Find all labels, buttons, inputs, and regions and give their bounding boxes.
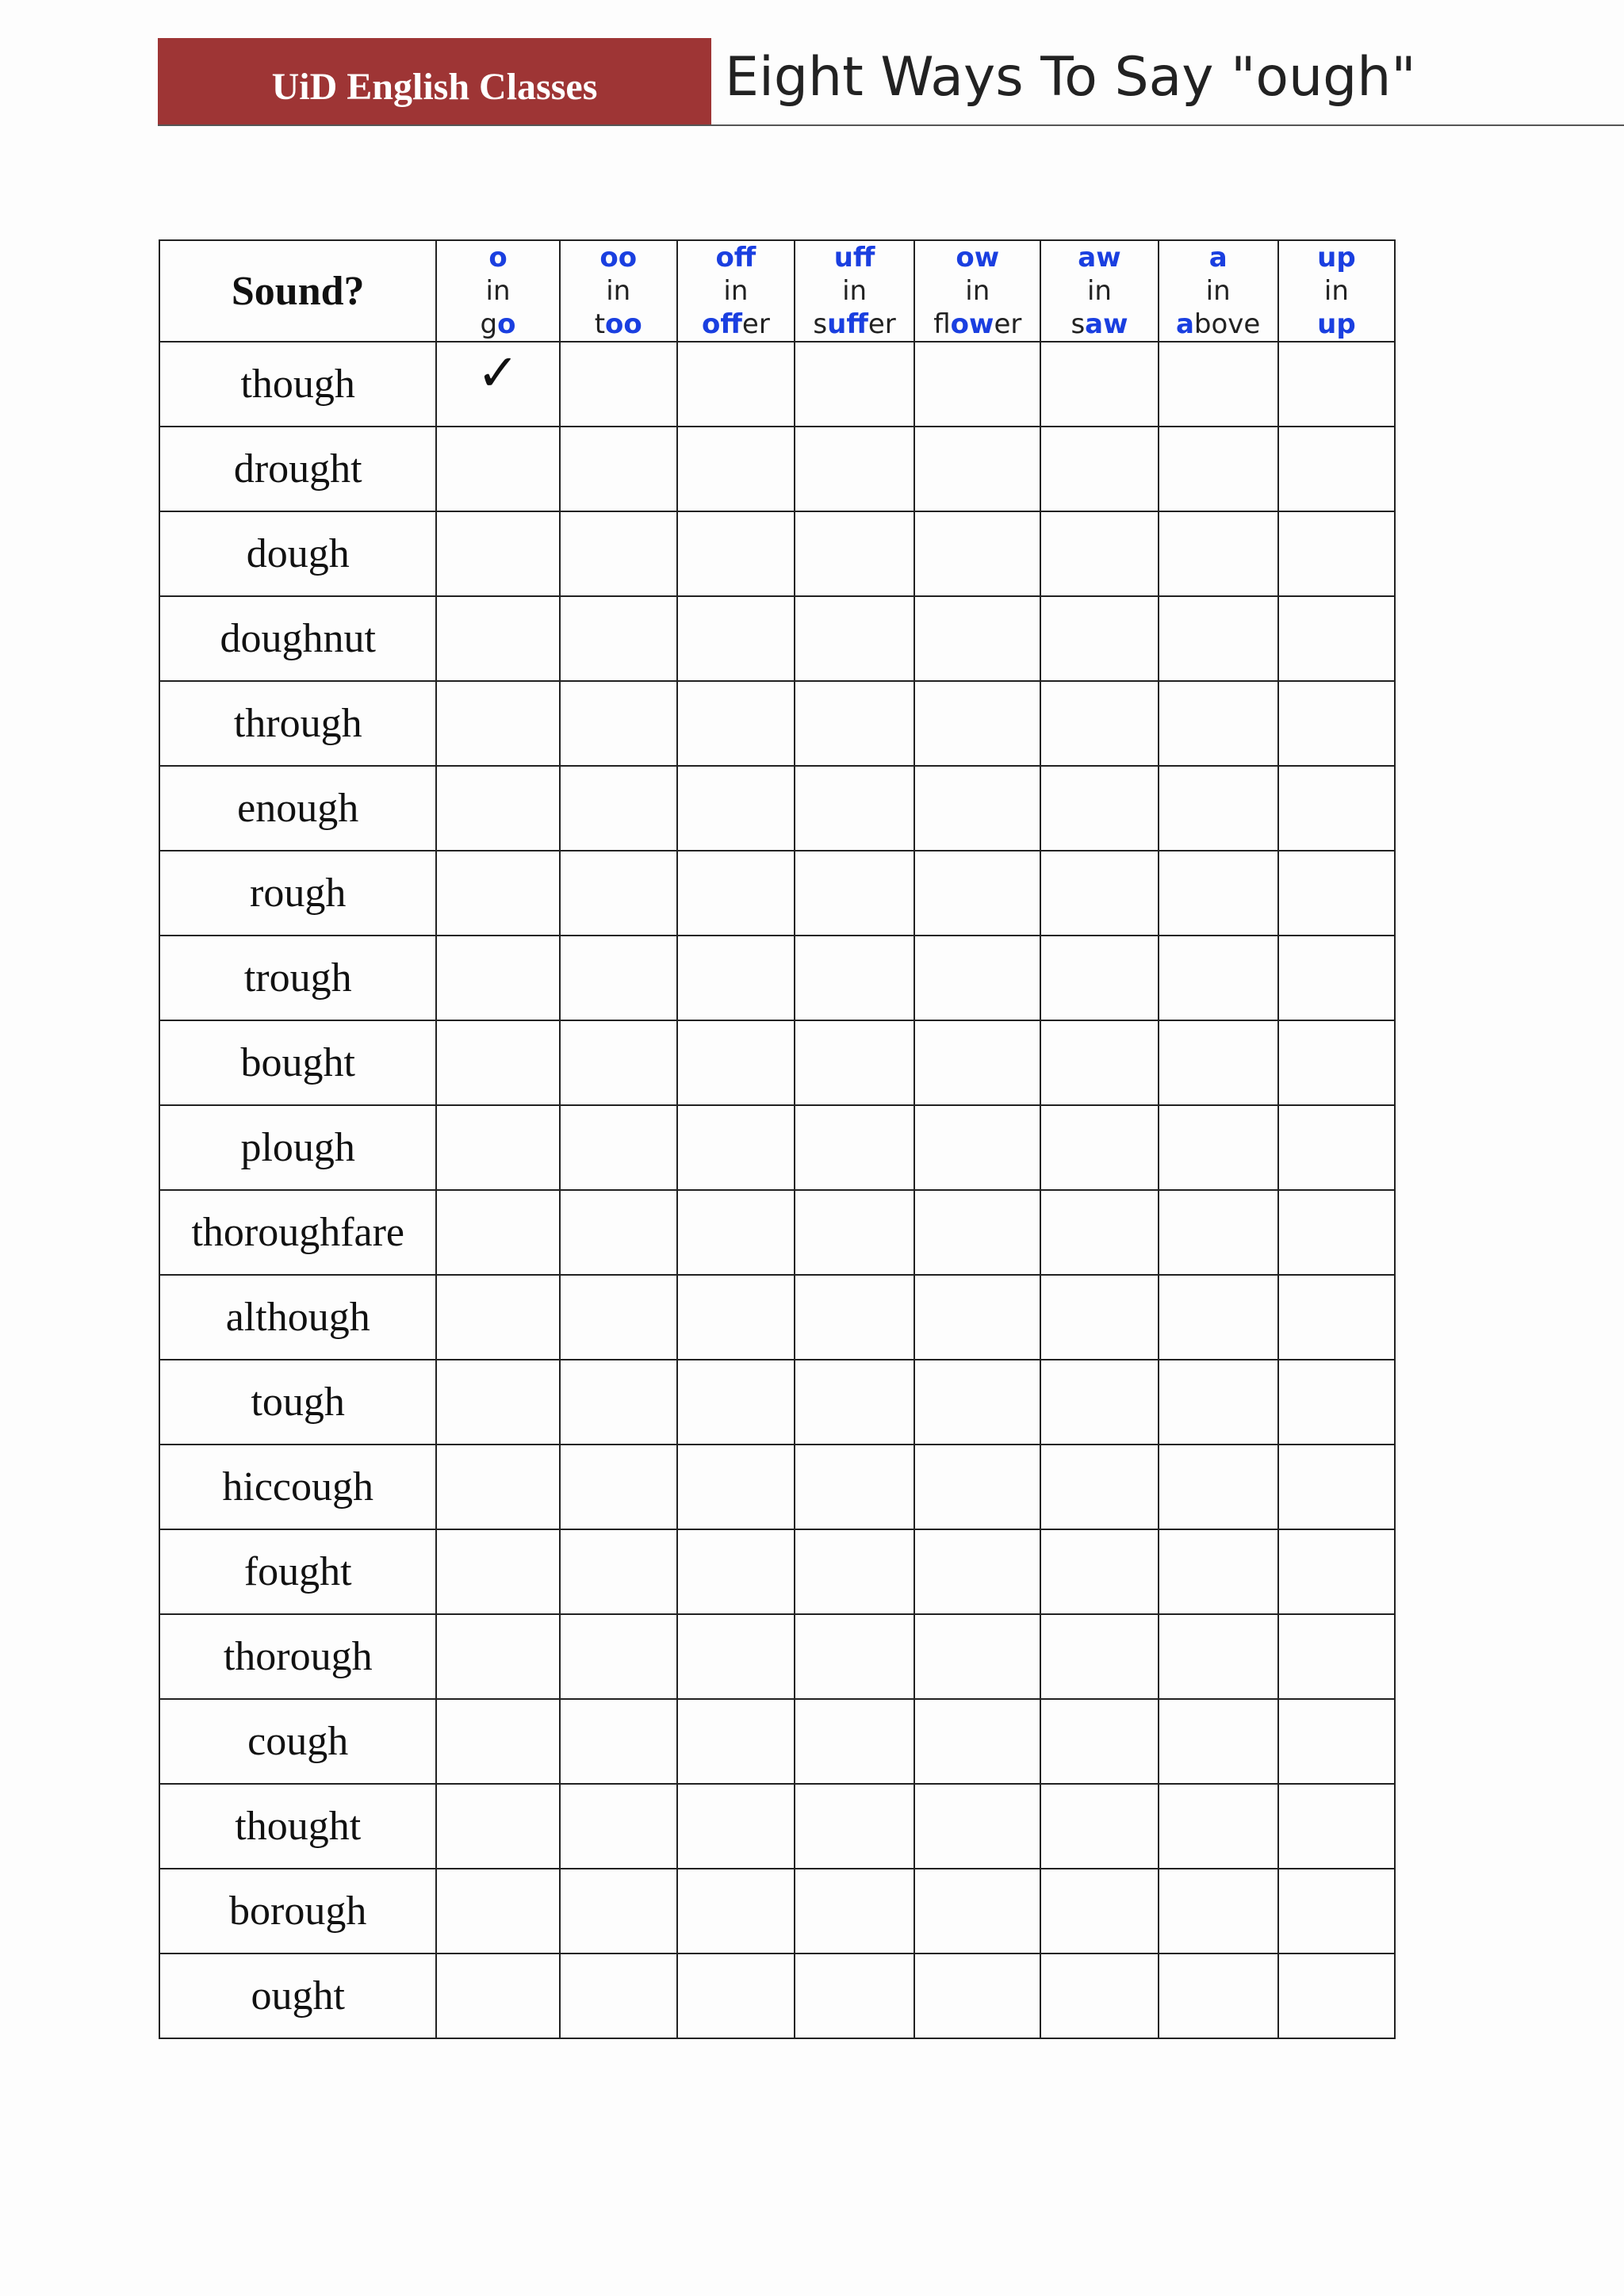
answer-cell[interactable] [677, 1784, 795, 1869]
answer-cell[interactable] [436, 1869, 559, 1954]
example-part: t [594, 308, 606, 340]
answer-cell[interactable] [795, 427, 914, 511]
answer-cell[interactable] [1278, 596, 1395, 681]
answer-cell[interactable] [795, 1784, 914, 1869]
answer-cell[interactable] [560, 1275, 677, 1360]
answer-cell[interactable] [795, 1105, 914, 1190]
table-row [159, 427, 1395, 511]
answer-cell[interactable] [560, 596, 677, 681]
answer-cell[interactable] [795, 596, 914, 681]
table-row [159, 342, 1395, 427]
answer-cell[interactable] [436, 1190, 559, 1275]
example-highlight: up [1317, 308, 1356, 340]
answer-cell[interactable] [1278, 1105, 1395, 1190]
answer-cell[interactable] [914, 1699, 1040, 1784]
answer-cell[interactable] [795, 1869, 914, 1954]
answer-cell[interactable] [436, 1699, 559, 1784]
word-cell: ought [159, 1954, 436, 2038]
answer-cell[interactable] [795, 511, 914, 596]
answer-cell[interactable] [560, 851, 677, 936]
answer-cell[interactable] [1159, 596, 1278, 681]
answer-cell[interactable] [436, 342, 559, 427]
answer-cell[interactable] [1159, 511, 1278, 596]
answer-cell[interactable] [1278, 511, 1395, 596]
answer-cell[interactable] [1040, 1020, 1158, 1105]
answer-cell[interactable] [677, 1360, 795, 1445]
answer-cell[interactable] [914, 851, 1040, 936]
answer-cell[interactable] [677, 342, 795, 427]
answer-cell[interactable] [436, 681, 559, 766]
table-row [159, 766, 1395, 851]
answer-cell[interactable] [795, 1954, 914, 2038]
answer-cell[interactable] [914, 1105, 1040, 1190]
in-label: in [723, 275, 749, 307]
answer-cell[interactable] [436, 1360, 559, 1445]
answer-cell[interactable] [795, 1360, 914, 1445]
answer-cell[interactable] [677, 427, 795, 511]
sound-column-header-aw [1040, 240, 1158, 342]
in-label: in [485, 275, 511, 307]
word-cell: through [159, 681, 436, 766]
sound-column-header-off [677, 240, 795, 342]
answer-cell[interactable] [1040, 1614, 1158, 1699]
answer-cell[interactable] [914, 1360, 1040, 1445]
answer-cell[interactable] [795, 851, 914, 936]
answer-cell[interactable] [560, 342, 677, 427]
answer-cell[interactable] [1278, 1699, 1395, 1784]
answer-cell[interactable] [1159, 1190, 1278, 1275]
word-cell: though [159, 342, 436, 427]
answer-cell[interactable] [1040, 511, 1158, 596]
sound-corner-label: Sound? [159, 240, 436, 342]
answer-cell[interactable] [560, 1699, 677, 1784]
example-word [795, 308, 914, 341]
answer-cell[interactable] [1159, 342, 1278, 427]
answer-cell[interactable] [1159, 1784, 1278, 1869]
table-row [159, 851, 1395, 936]
example-part: g [480, 308, 498, 340]
answer-cell[interactable] [795, 1529, 914, 1614]
answer-cell[interactable] [914, 342, 1040, 427]
answer-cell[interactable] [1278, 1020, 1395, 1105]
checkmark-icon: ✓ [477, 343, 519, 403]
answer-cell[interactable] [436, 1020, 559, 1105]
answer-cell[interactable] [1278, 1445, 1395, 1529]
answer-cell[interactable] [677, 1699, 795, 1784]
answer-cell[interactable] [1159, 1445, 1278, 1529]
sound-column-header-up [1278, 240, 1395, 342]
example-part: er [994, 308, 1022, 340]
answer-cell[interactable] [677, 1275, 795, 1360]
word-cell: rough [159, 851, 436, 936]
ough-sound-table [159, 239, 1396, 2039]
answer-cell[interactable] [560, 1529, 677, 1614]
answer-cell[interactable] [677, 766, 795, 851]
answer-cell[interactable] [560, 511, 677, 596]
answer-cell[interactable] [1159, 766, 1278, 851]
answer-cell[interactable] [1159, 1105, 1278, 1190]
answer-cell[interactable] [436, 1954, 559, 2038]
example-highlight: aw [1085, 308, 1128, 340]
page-title: Eight Ways To Say "ough" [725, 46, 1416, 109]
word-cell: trough [159, 936, 436, 1020]
table-row [159, 1105, 1395, 1190]
example-word [915, 308, 1040, 341]
answer-cell[interactable] [795, 1699, 914, 1784]
sound-label: aw [1078, 242, 1121, 274]
example-part: s [813, 308, 828, 340]
example-highlight: oo [605, 308, 642, 340]
example-highlight: off [702, 308, 742, 340]
table-row [159, 1954, 1395, 2038]
header-divider [158, 124, 1624, 126]
answer-cell[interactable] [677, 1954, 795, 2038]
answer-cell[interactable] [1040, 1954, 1158, 2038]
answer-cell[interactable] [1278, 342, 1395, 427]
answer-cell[interactable] [914, 681, 1040, 766]
word-cell: drought [159, 427, 436, 511]
answer-cell[interactable] [560, 766, 677, 851]
answer-cell[interactable] [436, 596, 559, 681]
table-row [159, 936, 1395, 1020]
answer-cell[interactable] [1278, 681, 1395, 766]
answer-cell[interactable] [795, 1614, 914, 1699]
answer-cell[interactable] [1040, 1275, 1158, 1360]
table-row [159, 1020, 1395, 1105]
word-cell: hiccough [159, 1445, 436, 1529]
example-part: bove [1193, 308, 1261, 340]
answer-cell[interactable] [1159, 1699, 1278, 1784]
example-word [561, 308, 676, 341]
example-word [1159, 308, 1277, 341]
answer-cell[interactable] [436, 1105, 559, 1190]
answer-cell[interactable] [1278, 427, 1395, 511]
answer-cell[interactable] [914, 1020, 1040, 1105]
table-row [159, 1190, 1395, 1275]
answer-cell[interactable] [1040, 1699, 1158, 1784]
answer-cell[interactable] [436, 1529, 559, 1614]
example-word [437, 308, 558, 341]
word-cell: doughnut [159, 596, 436, 681]
answer-cell[interactable] [914, 427, 1040, 511]
answer-cell[interactable] [1278, 1275, 1395, 1360]
table-row [159, 1784, 1395, 1869]
word-cell: fought [159, 1529, 436, 1614]
answer-cell[interactable] [1040, 1784, 1158, 1869]
answer-cell[interactable] [560, 1445, 677, 1529]
answer-cell[interactable] [1040, 427, 1158, 511]
answer-cell[interactable] [795, 1020, 914, 1105]
in-label: in [965, 275, 990, 307]
sound-label: ow [956, 242, 1000, 274]
answer-cell[interactable] [914, 596, 1040, 681]
word-cell: cough [159, 1699, 436, 1784]
answer-cell[interactable] [914, 1275, 1040, 1360]
example-highlight: a [1175, 308, 1194, 340]
answer-cell[interactable] [436, 511, 559, 596]
table-row [159, 681, 1395, 766]
answer-cell[interactable] [1159, 851, 1278, 936]
answer-cell[interactable] [1040, 596, 1158, 681]
answer-cell[interactable] [1159, 1869, 1278, 1954]
answer-cell[interactable] [560, 1784, 677, 1869]
answer-cell[interactable] [1278, 936, 1395, 1020]
answer-cell[interactable] [795, 681, 914, 766]
table-row [159, 1360, 1395, 1445]
sound-column-header-uff [795, 240, 914, 342]
answer-cell[interactable] [560, 1105, 677, 1190]
answer-cell[interactable] [560, 1190, 677, 1275]
answer-cell[interactable] [1040, 1869, 1158, 1954]
sound-label: uff [833, 242, 875, 274]
answer-cell[interactable] [1159, 936, 1278, 1020]
in-label: in [1323, 275, 1349, 307]
answer-cell[interactable] [560, 1020, 677, 1105]
answer-cell[interactable] [1040, 1105, 1158, 1190]
answer-cell[interactable] [560, 936, 677, 1020]
answer-cell[interactable] [560, 1954, 677, 2038]
answer-cell[interactable] [436, 427, 559, 511]
sound-label: off [715, 242, 756, 274]
answer-cell[interactable] [677, 851, 795, 936]
sound-label: up [1317, 242, 1356, 274]
answer-cell[interactable] [436, 851, 559, 936]
answer-cell[interactable] [914, 1869, 1040, 1954]
answer-cell[interactable] [1040, 1360, 1158, 1445]
answer-cell[interactable] [795, 1445, 914, 1529]
word-cell: borough [159, 1869, 436, 1954]
answer-cell[interactable] [914, 511, 1040, 596]
answer-cell[interactable] [1040, 1445, 1158, 1529]
table-row [159, 1275, 1395, 1360]
answer-cell[interactable] [1159, 1020, 1278, 1105]
answer-cell[interactable] [1159, 1275, 1278, 1360]
example-part: er [868, 308, 896, 340]
example-part: fl [933, 308, 951, 340]
brand-banner [158, 38, 711, 126]
answer-cell[interactable] [436, 766, 559, 851]
sound-column-header-ow [914, 240, 1040, 342]
example-highlight: o [497, 308, 516, 340]
word-cell: thought [159, 1784, 436, 1869]
answer-cell[interactable] [677, 511, 795, 596]
answer-cell[interactable] [1278, 1614, 1395, 1699]
word-cell: thorough [159, 1614, 436, 1699]
word-cell: although [159, 1275, 436, 1360]
answer-cell[interactable] [677, 1614, 795, 1699]
example-word [678, 308, 794, 341]
answer-cell[interactable] [560, 681, 677, 766]
example-word [1041, 308, 1157, 341]
answer-cell[interactable] [677, 596, 795, 681]
answer-cell[interactable] [436, 1614, 559, 1699]
answer-cell[interactable] [1159, 427, 1278, 511]
answer-cell[interactable] [677, 1869, 795, 1954]
answer-cell[interactable] [795, 936, 914, 1020]
answer-cell[interactable] [677, 681, 795, 766]
table-row [159, 1445, 1395, 1529]
answer-cell[interactable] [914, 1445, 1040, 1529]
answer-cell[interactable] [1159, 1529, 1278, 1614]
answer-cell[interactable] [1278, 1529, 1395, 1614]
answer-cell[interactable] [560, 1360, 677, 1445]
in-label: in [1205, 275, 1231, 307]
answer-cell[interactable] [1040, 1190, 1158, 1275]
answer-cell[interactable] [677, 1020, 795, 1105]
answer-cell[interactable] [560, 1869, 677, 1954]
sound-column-header-o [436, 240, 559, 342]
table-row [159, 1529, 1395, 1614]
answer-cell[interactable] [914, 766, 1040, 851]
answer-cell[interactable] [1040, 766, 1158, 851]
answer-cell[interactable] [914, 1954, 1040, 2038]
example-part: s [1071, 308, 1086, 340]
answer-cell[interactable] [1159, 681, 1278, 766]
answer-cell[interactable] [1278, 1869, 1395, 1954]
answer-cell[interactable] [436, 1275, 559, 1360]
answer-cell[interactable] [1040, 851, 1158, 936]
word-cell: thoroughfare [159, 1190, 436, 1275]
answer-cell[interactable] [795, 342, 914, 427]
sound-column-header-oo [560, 240, 677, 342]
sound-label: o [488, 242, 508, 274]
answer-cell[interactable] [1278, 1190, 1395, 1275]
answer-cell[interactable] [677, 936, 795, 1020]
answer-cell[interactable] [914, 1614, 1040, 1699]
example-highlight: uff [827, 308, 868, 340]
example-part: er [741, 308, 770, 340]
answer-cell[interactable] [677, 1445, 795, 1529]
answer-cell[interactable] [1159, 1614, 1278, 1699]
answer-cell[interactable] [1278, 1784, 1395, 1869]
brand-label: UiD English Classes [271, 66, 598, 108]
in-label: in [1086, 275, 1112, 307]
word-cell: tough [159, 1360, 436, 1445]
table-row [159, 1614, 1395, 1699]
answer-cell[interactable] [914, 1784, 1040, 1869]
answer-cell[interactable] [436, 936, 559, 1020]
word-cell: bought [159, 1020, 436, 1105]
word-cell: plough [159, 1105, 436, 1190]
answer-cell[interactable] [1040, 1529, 1158, 1614]
answer-cell[interactable] [1278, 1954, 1395, 2038]
answer-cell[interactable] [1278, 1360, 1395, 1445]
table-header-row [159, 240, 1395, 342]
answer-cell[interactable] [560, 427, 677, 511]
table-row [159, 1869, 1395, 1954]
in-label: in [842, 275, 868, 307]
answer-cell[interactable] [677, 1105, 795, 1190]
answer-cell[interactable] [795, 1190, 914, 1275]
answer-cell[interactable] [1278, 766, 1395, 851]
in-label: in [606, 275, 631, 307]
sound-label: a [1208, 242, 1228, 274]
sound-column-header-a [1159, 240, 1278, 342]
table-row [159, 596, 1395, 681]
answer-cell[interactable] [436, 1784, 559, 1869]
answer-cell[interactable] [795, 766, 914, 851]
answer-cell[interactable] [914, 1190, 1040, 1275]
answer-cell[interactable] [914, 936, 1040, 1020]
answer-cell[interactable] [1159, 1360, 1278, 1445]
answer-cell[interactable] [677, 1190, 795, 1275]
answer-cell[interactable] [436, 1445, 559, 1529]
answer-cell[interactable] [677, 1529, 795, 1614]
table-body [159, 342, 1395, 2038]
answer-cell[interactable] [1159, 1954, 1278, 2038]
sound-label: oo [599, 242, 638, 274]
word-cell: dough [159, 511, 436, 596]
word-cell: enough [159, 766, 436, 851]
example-word [1279, 308, 1394, 341]
answer-cell[interactable] [1040, 681, 1158, 766]
example-highlight: ow [950, 308, 994, 340]
answer-cell[interactable] [795, 1275, 914, 1360]
table-row [159, 511, 1395, 596]
answer-cell[interactable] [914, 1529, 1040, 1614]
answer-cell[interactable] [560, 1614, 677, 1699]
answer-cell[interactable] [1040, 342, 1158, 427]
table-row [159, 1699, 1395, 1784]
answer-cell[interactable] [1040, 936, 1158, 1020]
answer-cell[interactable] [1278, 851, 1395, 936]
